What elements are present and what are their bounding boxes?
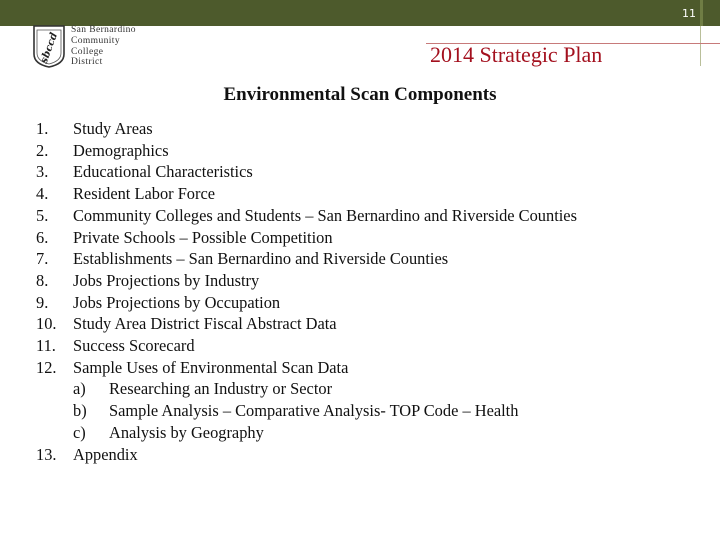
- item-text: Sample Uses of Environmental Scan Data: [73, 357, 349, 377]
- list-item: [36, 292, 577, 314]
- district-logo: [31, 24, 149, 70]
- district-seal-icon: [31, 24, 67, 68]
- list-item: [36, 270, 577, 292]
- sub-list-item: [36, 422, 577, 444]
- sub-item-text: Researching an Industry or Sector: [109, 379, 333, 399]
- sub-item-letter: c): [73, 422, 86, 442]
- item-text: Jobs Projections by Industry: [73, 270, 260, 290]
- item-number: 4.: [36, 184, 49, 204]
- item-text: Demographics: [73, 140, 169, 160]
- item-number: 13.: [36, 444, 57, 464]
- sub-item-text: Analysis by Geography: [109, 422, 264, 442]
- item-text: Community Colleges and Students – San Bernardino and Riverside Counties: [73, 205, 577, 225]
- list-item: [36, 313, 577, 335]
- list-item: [36, 161, 577, 183]
- item-number: 3.: [36, 162, 49, 182]
- top-bar: [0, 0, 720, 26]
- item-text: Resident Labor Force: [73, 184, 216, 204]
- item-number: 8.: [36, 270, 49, 290]
- svg-text:sbccd: sbccd: [38, 31, 61, 65]
- list-item: [36, 335, 577, 357]
- sub-list-item: [36, 400, 577, 422]
- item-number: 11.: [36, 336, 56, 356]
- item-text: Jobs Projections by Occupation: [73, 292, 281, 312]
- sub-item-text: Sample Analysis – Comparative Analysis- TOP Code – Health: [109, 401, 519, 421]
- item-number: 6.: [36, 227, 49, 247]
- sub-item-letter: b): [73, 401, 87, 421]
- logo-line: College: [71, 46, 104, 57]
- sub-list-item: [36, 378, 577, 400]
- logo-line: Community: [71, 35, 120, 46]
- component-list: [36, 118, 577, 465]
- list-item: [36, 248, 577, 270]
- top-bar-stripe: [700, 0, 703, 26]
- list-item: [36, 444, 577, 466]
- item-number: 12.: [36, 357, 57, 377]
- item-number: 9.: [36, 292, 49, 312]
- list-item: [36, 140, 577, 162]
- logo-line: San Bernardino: [71, 25, 136, 35]
- item-number: 10.: [36, 314, 57, 334]
- page-heading: Environmental Scan Components: [223, 84, 497, 105]
- page-number: 11: [682, 7, 696, 20]
- item-number: 1.: [36, 119, 49, 138]
- list-item: [36, 118, 577, 140]
- item-text: Private Schools – Possible Competition: [73, 227, 333, 247]
- list-item: [36, 227, 577, 249]
- item-text: Educational Characteristics: [73, 162, 253, 182]
- item-text: Appendix: [73, 444, 138, 464]
- list-item: [36, 183, 577, 205]
- item-number: 7.: [36, 249, 49, 269]
- item-text: Study Areas: [73, 119, 153, 138]
- plan-title: 2014 Strategic Plan: [430, 42, 603, 67]
- logo-line: District: [71, 57, 103, 68]
- divider-line: [700, 26, 701, 66]
- item-number: 5.: [36, 205, 49, 225]
- item-text: Success Scorecard: [73, 336, 195, 356]
- list-item: [36, 205, 577, 227]
- sub-item-letter: a): [73, 379, 86, 399]
- list-item: [36, 357, 577, 379]
- item-text: Study Area District Fiscal Abstract Data: [73, 314, 337, 334]
- district-name: [71, 25, 136, 68]
- item-text: Establishments – San Bernardino and Riverside Counties: [73, 249, 449, 269]
- item-number: 2.: [36, 140, 49, 160]
